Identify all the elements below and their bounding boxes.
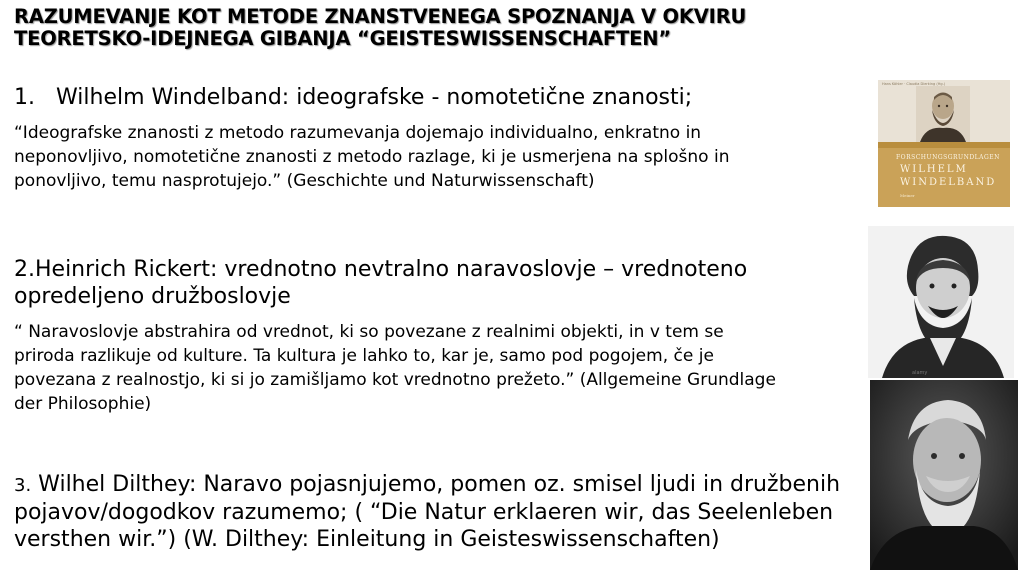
windelband-book-cover-image bbox=[878, 80, 1010, 207]
windelband-portrait bbox=[916, 86, 970, 142]
section-1-quote-line: ponovljivo, temu nasprotujejo.” (Geschichte und Naturwissenschaft) bbox=[14, 171, 595, 191]
section-3-heading-line: versthen wir.”) (W. Dilthey: Einleitung in Geisteswissenschaften) bbox=[14, 527, 720, 552]
slide-title bbox=[14, 6, 1014, 50]
section-2-quote-line: der Philosophie) bbox=[14, 394, 152, 414]
section-3-heading-line bbox=[14, 471, 874, 499]
section-1-quote-line: “Ideografske znanosti z metodo razumevanja dojemajo individualno, enkratno in bbox=[14, 123, 702, 143]
book-title-line-1: WILHELM bbox=[900, 164, 968, 175]
section-dilthey bbox=[14, 471, 874, 553]
book-editors: Hans Köhler · Claudia Dierking (Hg.) bbox=[882, 82, 946, 86]
section-2-quote-line: priroda razlikuje od kulture. Ta kultura je lahko to, kar je, samo pod pogojem, če je bbox=[14, 346, 714, 366]
book-publisher: Meiner bbox=[900, 193, 915, 198]
dilthey-portrait-image bbox=[870, 380, 1018, 570]
section-2-quote-line: “ Naravoslovje abstrahira od vrednot, ki so povezane z realnimi objekti, in v tem se bbox=[14, 322, 724, 342]
section-1-number: 1. bbox=[14, 85, 35, 110]
section-2-quote-line: povezana z realnostjo, ki si jo zamišljamo kot vrednotno prežeto.” (Allgemeine Grundlage bbox=[14, 370, 776, 390]
section-2-heading-line: opredeljeno družboslovje bbox=[14, 284, 291, 309]
section-3-heading-text: Wilhel Dilthey: Naravo pojasnjujemo, pomen oz. smisel ljudi in družbenih bbox=[31, 472, 841, 497]
slide-title-line-1: RAZUMEVANJE KOT METODE ZNANSTVENEGA SPOZNANJA V OKVIRU bbox=[14, 5, 747, 28]
section-1-heading bbox=[14, 84, 874, 111]
section-1-quote-line: neponovljivo, nomotetične znanosti z metodo razlage, ki je usmerjena na splošno in bbox=[14, 147, 730, 167]
section-rickert bbox=[14, 256, 884, 416]
image-watermark: alamy bbox=[912, 370, 928, 376]
dilthey-photo bbox=[870, 380, 1018, 570]
section-3-number: 3. bbox=[14, 475, 32, 496]
book-series-label: FORSCHUNGSGRUNDLAGEN bbox=[896, 154, 1000, 161]
rickert-engraving bbox=[868, 226, 1014, 378]
section-windelband bbox=[14, 84, 874, 193]
section-3-heading-line: pojavov/dogodkov razumemo; ( “Die Natur erklaeren wir, das Seelenleben bbox=[14, 500, 834, 525]
book-band bbox=[878, 142, 1010, 148]
section-2-heading-line: 2.Heinrich Rickert: vrednotno nevtralno naravoslovje – vrednoteno bbox=[14, 257, 748, 282]
slide-title-line-2: TEORETSKO-IDEJNEGA GIBANJA “GEISTESWISSENSCHAFTEN” bbox=[14, 27, 671, 50]
rickert-portrait-image bbox=[868, 226, 1014, 378]
book-title-line-2: WINDELBAND bbox=[900, 177, 997, 188]
section-1-heading-text: Wilhelm Windelband: ideografske - nomotetične znanosti; bbox=[56, 85, 693, 110]
